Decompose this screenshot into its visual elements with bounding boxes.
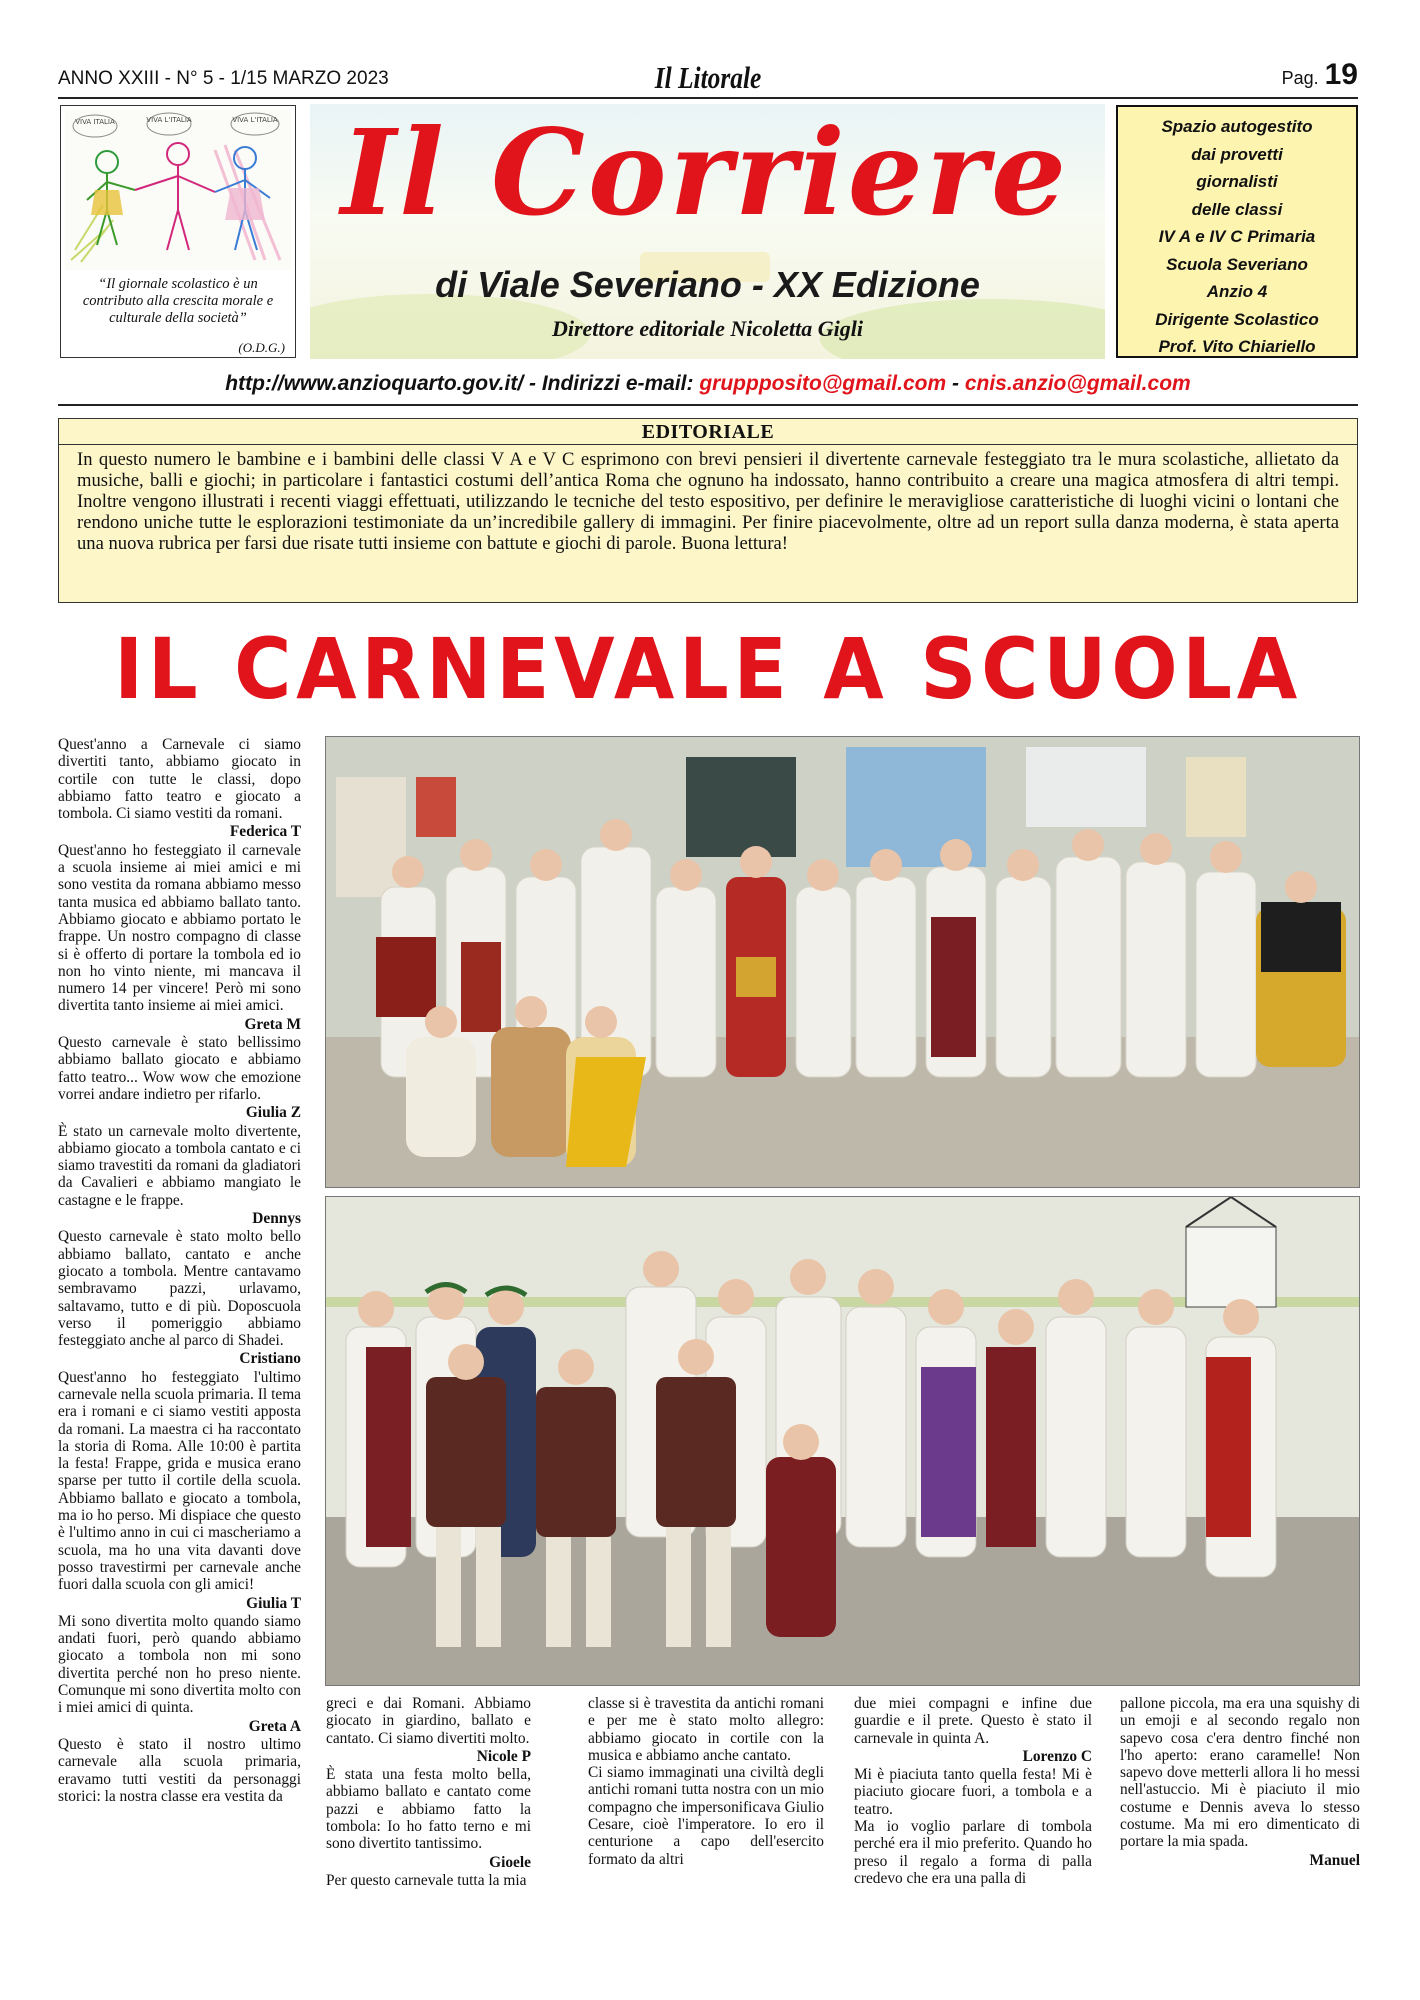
author-signature: Federica T [229,823,301,841]
article-paragraph: È stata una festa molto bella, abbiamo ballato e cantato come pazzi e abbiamo fatto la tombola: Io ho fatto terno e mi sono divertito tantissimo. [326,1766,531,1853]
article-paragraph: Mi è piaciuta tanto quella festa! Mi è piaciuto giocare fuori, a tombola e a teatro. [854,1766,1092,1818]
author-signature: Giulia T [246,1594,301,1612]
website-link[interactable]: http://www.anzioquarto.gov.it/ [225,372,524,395]
masthead [310,104,1105,359]
author-signature: Nicole P [476,1747,531,1765]
issue-info: ANNO XXIII - N° 5 - 1/15 MARZO 2023 [58,68,389,89]
author-signature: Manuel [1309,1851,1360,1869]
article-column-2 [326,1695,531,1889]
editorial-text: In questo numero le bambine e i bambini delle classi V A e V C esprimono con brevi pensieri il divertente carnevale festeggiato tra le mura scolastiche, allietato da musiche, balli e giochi; in particolare i fantastici costumi dell’antica Roma che ognuno ha indossato, hanno contribuito a creare una magica atmosfera di altri tempi. Inoltre vengono illustrati i recenti viaggi effettuati, utilizzando le tecniche del testo espositivo, per definire le meravigliose caratteristiche di luoghi vicini o lontani che rendono uniche tutte le esplorazioni testimoniate da un’incredibile gallery di immagini. Per finire piacevolmente, oltre ad un report sulla danza moderna, è stata aperta una nuova rubrica per farsi due risate tutti insieme con battute e giochi di parole. Buona lettura! [77,449,1339,554]
article-paragraph: Questo è stato il nostro ultimo carnevale alla scuola primaria, eravamo tutti vestiti da personaggi storici: la nostra classe era vestita da [58,1735,301,1805]
author-signature: Greta M [244,1015,301,1033]
article-headline: IL CARNEVALE A SCUOLA [114,620,1302,718]
drawing-word-1: VIVA ITALIA [75,118,115,126]
article-paragraph: due miei compagni e infine due guardie e il prete. Questo è stato il carnevale in quinta A. [854,1695,1092,1747]
author-signature: Giulia Z [245,1104,301,1122]
article-paragraph: Quest'anno ho festeggiato il carnevale a scuola insieme ai miei amici e mi sono vestita da romana abbiamo messo tanta musica ed abbiamo ballato tanto. Abbiamo giocato e abbiamo portato le frappe. Un nostro compagno di classe si è offerto di portare la tombola ed io non ho vinto niente, mi mancava il numero 14 per vincere! Però mi sono divertita tanto insieme ai miei amici. [58,841,301,1015]
article-column-4 [854,1695,1092,1887]
masthead-subtitle: di Viale Severiano - XX Edizione [435,264,980,305]
editorial-heading: EDITORIALE [59,419,1357,445]
email-label: - Indirizzi e-mail: [523,372,700,395]
drawing-word-2: VIVA L'ITALIA [146,116,192,124]
article-column-5 [1120,1695,1360,1870]
author-signature: Gioele [489,1853,531,1871]
article-paragraph: pallone piccola, ma era una squishy di un emoji e al secondo regalo non sapevo cosa c'era dentro finché non l'ho aperto: erano caramelle! Non sapevo dove metterli allora li ho messi nell'astuccio. Mi è piaciuto il mio costume e Dennis aveva lo stesso costume. Ma mi ero dimenticato di portare la mia spada. [1120,1695,1360,1851]
drawing-word-3: VIVA L'ITALIA [232,116,278,124]
info-line: Anzio 4 [1206,282,1268,301]
masthead-title: Il Corriere [340,103,1070,242]
article-paragraph: Quest'anno ho festeggiato l'ultimo carnevale nella scuola primaria. Il tema era i romani e ci siamo vestiti apposta da romani. La maestra ci ha raccontato la storia di Roma. Alle 10:00 è partita la festa! Frappe, grida e musica erano sparse per tutto il cortile della scuola. Abbiamo ballato e giocato a tombola, ma io ho perso. Mi dispiace che questo è l'ultimo anno in cui ci mascheriamo a scuola, ma ho una vita davanti dove posso travestirmi per carnevale anche fuori dalla scuola con gli amici! [58,1368,301,1594]
author-signature: Dennys [252,1210,301,1228]
photo-indoor-illustration [326,737,1360,1188]
school-quote: “Il giornale scolastico è un contributo alla crescita morale e culturale della società” [82,276,274,326]
contacts-line [58,372,1358,396]
info-line: Dirigente Scolastico [1155,309,1319,329]
author-signature: Cristiano [239,1350,301,1368]
photo-corridor-illustration [326,1197,1360,1686]
article-paragraph: Ma io voglio parlare di tombola perché era il mio preferito. Quando ho preso il regalo a forma di palla credevo che era una palla di [854,1818,1092,1887]
info-line: Prof. Vito Chiariello [1158,337,1316,356]
article-paragraph: Quest'anno a Carnevale ci siamo divertiti tanto, abbiamo giocato in cortile con tutte le classi, dopo abbiamo fatto teatro e giocato a tombola. Ci siamo vestiti da romani. [58,736,301,823]
email-link-1[interactable]: gruppposito@gmail.com [699,372,947,395]
newspaper-name: Il Litorale [654,60,762,95]
article-column-3 [588,1695,824,1868]
article-paragraph: greci e dai Romani. Abbiamo giocato in giardino, ballato e cantato. Ci siamo divertiti molto. [326,1695,531,1747]
info-line: Scuola Severiano [1166,254,1308,274]
top-line [58,58,1358,96]
page-label: Pag. [1281,68,1319,88]
masthead-director: Direttore editoriale Nicoletta Gigli [551,316,863,341]
quote-source: (O.D.G.) [238,340,285,355]
article-paragraph: Questo carnevale è stato molto bello abbiamo ballato, cantato e anche giocato a tombola. Mentre cantavamo sembravamo pazzi, urlavamo, saltavamo, tutto e di più. Doposcuola verso il pomeriggio abbiamo festeggiato anche al parco di Shadei. [58,1228,301,1350]
article-paragraph: Per questo carnevale tutta la mia [326,1871,527,1889]
children-drawing [65,110,291,270]
class-photo-indoor [325,736,1360,1188]
info-line: Spazio autogestito [1161,117,1313,136]
class-info-box [1116,105,1358,358]
email-link-2[interactable]: cnis.anzio@gmail.com [964,372,1191,395]
page-number: 19 [1324,58,1358,91]
info-line: dai provetti [1191,144,1283,164]
page-indicator [1282,58,1358,92]
article-paragraph: Mi sono divertita molto quando siamo andati fuori, però quando abbiamo giocato a tombola non mi sono divertita perché non ho preso niente. Comunque mi sono divertita molto con i miei amici di quinta. [58,1612,301,1717]
author-signature: Greta A [248,1717,301,1735]
editorial-box [58,418,1358,603]
author-signature: Lorenzo C [1022,1747,1092,1765]
info-line: delle classi [1191,199,1283,219]
info-line: giornalisti [1196,172,1278,191]
info-line: IV A e IV C Primaria [1158,227,1316,246]
children-drawing-box [60,105,296,358]
article-paragraph: Ci siamo immaginati una civiltà degli antichi romani tutta nostra con un mio compagno che impersonificava Giulio Cesare, cioè l'imperatore. Io ero il centurione a capo dell'esercito formato da altri [588,1764,824,1868]
contacts-divider [58,404,1358,406]
email-separator: - [946,372,965,395]
article-paragraph: classe si è travestita da antichi romani e per me è stato molto allegro: abbiamo giocato in cortile con la musica e abbiamo anche cantato. [588,1695,824,1764]
article-paragraph: È stato un carnevale molto divertente, abbiamo giocato a tombola cantato e ci siamo travestiti da romani da gladiatori da Cavalieri e abbiamo mangiato le castagne e le frappe. [58,1122,301,1209]
class-photo-corridor [325,1196,1360,1686]
article-column-1 [58,736,301,1805]
article-paragraph: Questo carnevale è stato bellissimo abbiamo ballato giocato e abbiamo fatto teatro... Wow wow che emozione vorrei andare indietro per rifarlo. [58,1034,301,1103]
